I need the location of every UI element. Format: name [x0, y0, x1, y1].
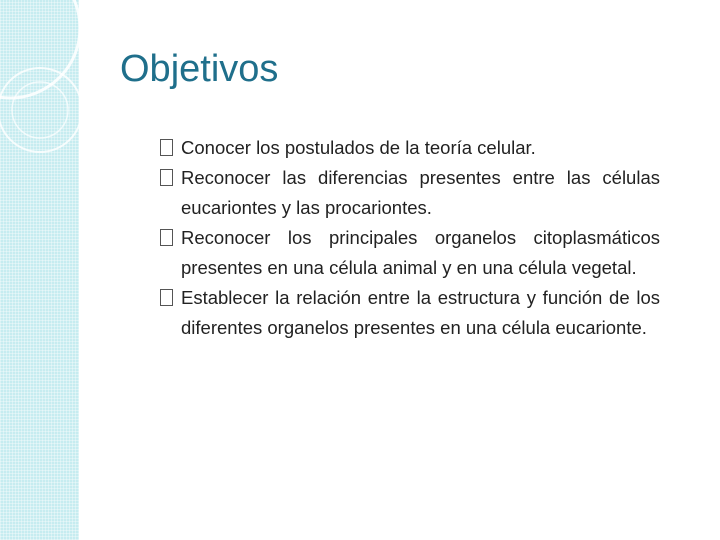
- objectives-list: [160, 133, 660, 343]
- list-item: [160, 223, 660, 283]
- square-bullet-icon: [160, 229, 173, 246]
- bullet-text: Conocer los postulados de la teoría celular.: [181, 137, 536, 158]
- bullet-text: Reconocer los principales organelos citoplasmáticos presentes en una célula animal y en una célula vegetal.: [181, 227, 660, 278]
- square-bullet-icon: [160, 139, 173, 156]
- list-item: [160, 283, 660, 343]
- square-bullet-icon: [160, 169, 173, 186]
- bullet-text: Establecer la relación entre la estructura y función de los diferentes organelos presentes en una célula eucarionte.: [181, 287, 660, 338]
- list-item: [160, 163, 660, 223]
- square-bullet-icon: [160, 289, 173, 306]
- decorative-circles-icon: [0, 0, 79, 540]
- list-item: [160, 133, 660, 163]
- side-decoration-panel: [0, 0, 79, 540]
- bullet-text: Reconocer las diferencias presentes entre las células eucariontes y las procariontes.: [181, 167, 660, 218]
- slide-title: Objetivos: [120, 48, 279, 90]
